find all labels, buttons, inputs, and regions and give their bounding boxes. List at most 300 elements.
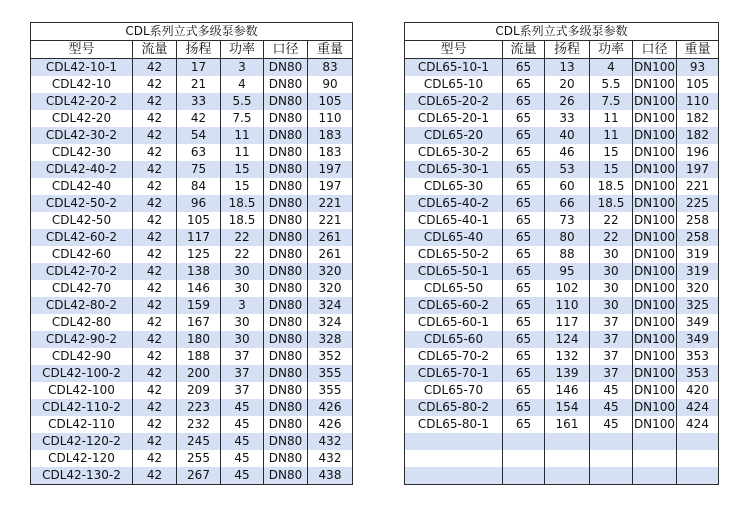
cell-model [405, 467, 503, 485]
cell-power: 30 [590, 246, 633, 263]
table-title-row [405, 23, 719, 41]
cell-power: 37 [221, 348, 264, 365]
cell-caliber: DN100 [633, 400, 676, 414]
cell-head: 138 [177, 263, 221, 280]
cell-caliber [633, 433, 677, 450]
cell-flow: 65 [503, 212, 545, 229]
cell-flow: 65 [503, 127, 545, 144]
cell-flow: 42 [133, 331, 177, 348]
cell-head: 200 [177, 365, 221, 382]
cell-flow: 42 [133, 93, 177, 110]
column-header-head: 扬程 [177, 41, 221, 59]
cell-flow: 42 [133, 416, 177, 433]
table-row [31, 144, 353, 161]
cell-power: 30 [590, 280, 633, 297]
cell-weight [677, 467, 719, 485]
cell-power: 37 [590, 365, 633, 382]
cell-power: 30 [221, 331, 264, 348]
table-row [405, 331, 719, 348]
cell-model: CDL42-130-2 [31, 467, 133, 485]
cell-flow: 42 [133, 348, 177, 365]
cell-head: 139 [545, 365, 590, 382]
cell-model: CDL65-20 [405, 127, 503, 144]
cell-flow: 65 [503, 110, 545, 127]
table-row [31, 348, 353, 365]
cell-head: 125 [177, 246, 221, 263]
cell-weight: 353 [677, 348, 719, 365]
table-row [405, 59, 719, 77]
cell-model: CDL65-80-2 [405, 399, 503, 416]
cell-weight: 110 [677, 93, 719, 110]
cell-power: 11 [590, 127, 633, 144]
cell-model: CDL42-50 [31, 212, 133, 229]
cell-weight: 183 [308, 127, 353, 144]
column-header-weight: 重量 [677, 41, 719, 59]
cell-weight: 182 [677, 110, 719, 127]
table-header-row [31, 41, 353, 59]
cell-power [590, 433, 633, 450]
cell-weight: 355 [308, 365, 353, 382]
cell-weight: 324 [308, 297, 353, 314]
cell-model: CDL42-70 [31, 280, 133, 297]
cell-model: CDL42-20-2 [31, 93, 133, 110]
cell-weight: 93 [677, 59, 719, 77]
cell-power: 22 [590, 229, 633, 246]
cell-model: CDL42-90 [31, 348, 133, 365]
table-row [405, 195, 719, 212]
cell-weight: 355 [308, 382, 353, 399]
cell-caliber: DN100 [633, 196, 676, 210]
table-row [31, 76, 353, 93]
cell-head: 232 [177, 416, 221, 433]
cell-power: 18.5 [590, 178, 633, 195]
table-row [405, 246, 719, 263]
cell-caliber: DN80 [264, 416, 308, 433]
cell-weight: 424 [677, 399, 719, 416]
table-row [405, 450, 719, 467]
cell-flow: 42 [133, 382, 177, 399]
cell-caliber: DN80 [264, 161, 308, 178]
cell-power: 45 [221, 399, 264, 416]
cell-flow: 65 [503, 382, 545, 399]
cell-model: CDL42-120-2 [31, 433, 133, 450]
cell-model: CDL65-60 [405, 331, 503, 348]
table-row [405, 399, 719, 416]
cell-caliber: DN100 [633, 366, 676, 380]
cell-weight: 352 [308, 348, 353, 365]
cell-flow: 65 [503, 331, 545, 348]
cell-flow: 65 [503, 229, 545, 246]
cell-head: 53 [545, 161, 590, 178]
cell-weight: 196 [677, 144, 719, 161]
cell-caliber: DN100 [633, 349, 676, 363]
cell-model: CDL42-110 [31, 416, 133, 433]
cell-model: CDL42-20 [31, 110, 133, 127]
cell-weight: 221 [308, 212, 353, 229]
table-row [31, 399, 353, 416]
cell-caliber: DN80 [264, 229, 308, 246]
table-row [31, 297, 353, 314]
table-row [31, 93, 353, 110]
table-row [405, 178, 719, 195]
cell-model: CDL65-40-2 [405, 195, 503, 212]
cell-flow [503, 433, 545, 450]
cell-weight: 325 [677, 297, 719, 314]
cell-weight: 110 [308, 110, 353, 127]
cell-caliber: DN80 [264, 450, 308, 467]
cell-head: 84 [177, 178, 221, 195]
table-row [405, 280, 719, 297]
cell-weight: 353 [677, 365, 719, 382]
cell-power: 22 [221, 229, 264, 246]
cell-flow: 42 [133, 246, 177, 263]
column-header-flow: 流量 [133, 41, 177, 59]
cell-head: 223 [177, 399, 221, 416]
cell-caliber: DN100 [633, 383, 676, 397]
cell-weight [677, 433, 719, 450]
cell-model: CDL42-40-2 [31, 161, 133, 178]
cell-caliber: DN100 [633, 417, 676, 431]
cell-weight: 432 [308, 433, 353, 450]
cell-weight: 225 [677, 195, 719, 212]
cdl65-parameter-table [404, 22, 719, 485]
cell-caliber: DN100 [633, 77, 676, 91]
cell-model: CDL42-40 [31, 178, 133, 195]
cell-weight: 197 [308, 178, 353, 195]
cell-caliber: DN80 [264, 331, 308, 348]
cell-power: 5.5 [590, 76, 633, 93]
cell-power: 45 [221, 450, 264, 467]
cell-head [545, 433, 590, 450]
cell-power: 37 [221, 382, 264, 399]
table-row [31, 382, 353, 399]
cell-flow: 65 [503, 399, 545, 416]
cell-caliber: DN80 [264, 399, 308, 416]
table-row [31, 110, 353, 127]
table-row [31, 467, 353, 485]
cell-caliber: DN80 [264, 59, 308, 77]
cell-head: 209 [177, 382, 221, 399]
cell-flow: 42 [133, 365, 177, 382]
table-row [405, 467, 719, 485]
cell-flow: 65 [503, 365, 545, 382]
cell-caliber: DN100 [633, 230, 676, 244]
cell-power: 45 [590, 416, 633, 433]
cell-model: CDL65-10-1 [405, 59, 503, 77]
cell-head: 21 [177, 76, 221, 93]
cell-weight: 221 [677, 178, 719, 195]
cell-power: 45 [221, 416, 264, 433]
cell-model: CDL42-60 [31, 246, 133, 263]
cell-head: 267 [177, 467, 221, 485]
cell-caliber: DN80 [264, 467, 308, 485]
column-header-power: 功率 [590, 41, 633, 59]
cell-power: 15 [590, 144, 633, 161]
cell-flow: 42 [133, 229, 177, 246]
cell-weight: 328 [308, 331, 353, 348]
cell-head: 255 [177, 450, 221, 467]
cell-flow: 65 [503, 59, 545, 77]
cell-head: 154 [545, 399, 590, 416]
cell-caliber: DN80 [264, 144, 308, 161]
cell-model: CDL65-40 [405, 229, 503, 246]
cell-weight: 426 [308, 416, 353, 433]
cell-head: 13 [545, 59, 590, 77]
cell-power: 37 [590, 314, 633, 331]
cell-model: CDL42-70-2 [31, 263, 133, 280]
cell-head: 105 [177, 212, 221, 229]
cell-flow: 65 [503, 348, 545, 365]
cell-caliber: DN80 [264, 110, 308, 127]
table-row [31, 280, 353, 297]
cell-caliber: DN80 [264, 348, 308, 365]
table-row [405, 127, 719, 144]
cell-power: 4 [221, 76, 264, 93]
cell-model: CDL65-50-1 [405, 263, 503, 280]
cell-power: 18.5 [221, 195, 264, 212]
cell-caliber: DN80 [264, 195, 308, 212]
cell-model: CDL42-100-2 [31, 365, 133, 382]
cell-head: 66 [545, 195, 590, 212]
cell-head: 188 [177, 348, 221, 365]
cell-model [405, 433, 503, 450]
table-row [405, 110, 719, 127]
column-header-caliber: 口径 [264, 41, 308, 59]
table-row [405, 297, 719, 314]
cell-power [590, 450, 633, 467]
column-header-power: 功率 [221, 41, 264, 59]
table-row [405, 314, 719, 331]
cell-head: 80 [545, 229, 590, 246]
cell-flow: 65 [503, 76, 545, 93]
cell-model: CDL65-50 [405, 280, 503, 297]
cell-head: 161 [545, 416, 590, 433]
cell-caliber: DN80 [264, 178, 308, 195]
table-row [31, 433, 353, 450]
column-header-model: 型号 [31, 41, 133, 59]
cell-head [545, 467, 590, 485]
cell-head: 42 [177, 110, 221, 127]
cell-head: 63 [177, 144, 221, 161]
table-row [405, 212, 719, 229]
table-row [31, 246, 353, 263]
cell-weight: 258 [677, 229, 719, 246]
cell-weight: 261 [308, 229, 353, 246]
cell-head: 54 [177, 127, 221, 144]
cell-power: 18.5 [221, 212, 264, 229]
cell-model [405, 450, 503, 467]
cell-model: CDL65-10 [405, 76, 503, 93]
table-row [31, 450, 353, 467]
table-row [31, 127, 353, 144]
cell-model: CDL65-20-1 [405, 110, 503, 127]
cell-head: 245 [177, 433, 221, 450]
cell-head: 95 [545, 263, 590, 280]
table-header-row [405, 41, 719, 59]
cell-power: 11 [221, 127, 264, 144]
cell-power: 11 [221, 144, 264, 161]
table-row [31, 365, 353, 382]
cell-head: 132 [545, 348, 590, 365]
cell-flow: 42 [133, 467, 177, 485]
cell-power: 7.5 [221, 110, 264, 127]
cell-flow: 42 [133, 280, 177, 297]
cell-power: 30 [221, 314, 264, 331]
cell-weight: 258 [677, 212, 719, 229]
cell-caliber: DN100 [633, 213, 676, 227]
cell-caliber: DN80 [264, 365, 308, 382]
cell-caliber: DN80 [264, 246, 308, 263]
cell-head: 180 [177, 331, 221, 348]
cell-model: CDL42-10 [31, 76, 133, 93]
column-header-head: 扬程 [545, 41, 590, 59]
cell-weight: 420 [677, 382, 719, 399]
table-row [405, 93, 719, 110]
cell-weight: 426 [308, 399, 353, 416]
cell-caliber: DN80 [264, 314, 308, 331]
cell-model: CDL65-20-2 [405, 93, 503, 110]
cell-weight: 221 [308, 195, 353, 212]
table-row [405, 382, 719, 399]
cell-caliber: DN100 [633, 281, 676, 295]
cell-power: 30 [590, 263, 633, 280]
cell-caliber: DN100 [633, 332, 676, 346]
cell-weight: 197 [677, 161, 719, 178]
cell-flow: 65 [503, 144, 545, 161]
cell-caliber: DN100 [633, 111, 676, 125]
cell-model: CDL42-60-2 [31, 229, 133, 246]
table-row [405, 416, 719, 433]
cell-weight: 197 [308, 161, 353, 178]
cell-power: 45 [590, 399, 633, 416]
cell-power: 37 [221, 365, 264, 382]
cell-power: 15 [221, 178, 264, 195]
cell-head: 124 [545, 331, 590, 348]
cell-power: 4 [590, 59, 633, 77]
cell-flow [503, 467, 545, 485]
cell-weight: 424 [677, 416, 719, 433]
table-row [405, 348, 719, 365]
cell-weight: 319 [677, 246, 719, 263]
cell-caliber: DN80 [264, 76, 308, 93]
column-header-caliber: 口径 [633, 41, 677, 59]
cell-caliber: DN100 [633, 264, 676, 278]
cell-power: 11 [590, 110, 633, 127]
cell-model: CDL42-30-2 [31, 127, 133, 144]
cell-model: CDL42-10-1 [31, 59, 133, 77]
cell-head: 17 [177, 59, 221, 77]
table-row [31, 195, 353, 212]
cell-flow: 42 [133, 110, 177, 127]
table-row [31, 263, 353, 280]
cell-model: CDL42-120 [31, 450, 133, 467]
cell-flow: 42 [133, 297, 177, 314]
cell-caliber: DN100 [633, 179, 676, 193]
cell-head: 96 [177, 195, 221, 212]
table-body [31, 59, 353, 485]
cell-head: 102 [545, 280, 590, 297]
table-row [31, 229, 353, 246]
cell-caliber: DN100 [633, 247, 676, 261]
table-row [405, 144, 719, 161]
cell-caliber: DN100 [633, 298, 676, 312]
table-row [405, 263, 719, 280]
cell-weight: 320 [308, 263, 353, 280]
cell-flow: 42 [133, 195, 177, 212]
cell-caliber: DN80 [264, 382, 308, 399]
cell-power: 45 [221, 467, 264, 485]
cell-power: 22 [221, 246, 264, 263]
cell-weight: 320 [308, 280, 353, 297]
cell-caliber: DN100 [633, 145, 676, 159]
cell-flow: 42 [133, 161, 177, 178]
cell-power: 30 [221, 280, 264, 297]
cell-power: 22 [590, 212, 633, 229]
cell-power: 30 [221, 263, 264, 280]
cell-head: 110 [545, 297, 590, 314]
table-row [31, 314, 353, 331]
table-row [405, 161, 719, 178]
cell-caliber: DN80 [264, 127, 308, 144]
cell-flow: 42 [133, 433, 177, 450]
table-row [31, 416, 353, 433]
cell-caliber: DN100 [633, 60, 676, 74]
cell-flow: 42 [133, 59, 177, 77]
cell-caliber [633, 467, 677, 485]
table-row [405, 433, 719, 450]
cell-model: CDL65-70 [405, 382, 503, 399]
cell-head: 73 [545, 212, 590, 229]
cell-weight: 320 [677, 280, 719, 297]
cell-caliber: DN100 [633, 315, 676, 329]
cell-model: CDL42-100 [31, 382, 133, 399]
cell-weight: 319 [677, 263, 719, 280]
cell-power: 45 [590, 382, 633, 399]
table-row [31, 178, 353, 195]
cell-model: CDL42-80 [31, 314, 133, 331]
cdl42-parameter-table [30, 22, 353, 485]
cell-caliber [633, 450, 677, 467]
column-header-flow: 流量 [503, 41, 545, 59]
cell-flow [503, 450, 545, 467]
cell-flow: 65 [503, 280, 545, 297]
cell-head: 117 [545, 314, 590, 331]
table-row [31, 161, 353, 178]
cell-flow: 42 [133, 178, 177, 195]
cell-model: CDL65-30 [405, 178, 503, 195]
cell-flow: 42 [133, 399, 177, 416]
cell-flow: 65 [503, 263, 545, 280]
table-body [405, 59, 719, 485]
cell-flow: 42 [133, 263, 177, 280]
table-row [31, 331, 353, 348]
cell-weight: 438 [308, 467, 353, 485]
cell-flow: 65 [503, 178, 545, 195]
cell-weight: 261 [308, 246, 353, 263]
cell-flow: 65 [503, 297, 545, 314]
cell-flow: 65 [503, 93, 545, 110]
cell-flow: 42 [133, 212, 177, 229]
cell-head: 167 [177, 314, 221, 331]
cell-model: CDL42-30 [31, 144, 133, 161]
cell-weight [677, 450, 719, 467]
cell-head: 26 [545, 93, 590, 110]
cell-power: 30 [590, 297, 633, 314]
cell-model: CDL42-50-2 [31, 195, 133, 212]
column-header-weight: 重量 [308, 41, 353, 59]
cell-weight: 432 [308, 450, 353, 467]
cell-model: CDL65-70-2 [405, 348, 503, 365]
